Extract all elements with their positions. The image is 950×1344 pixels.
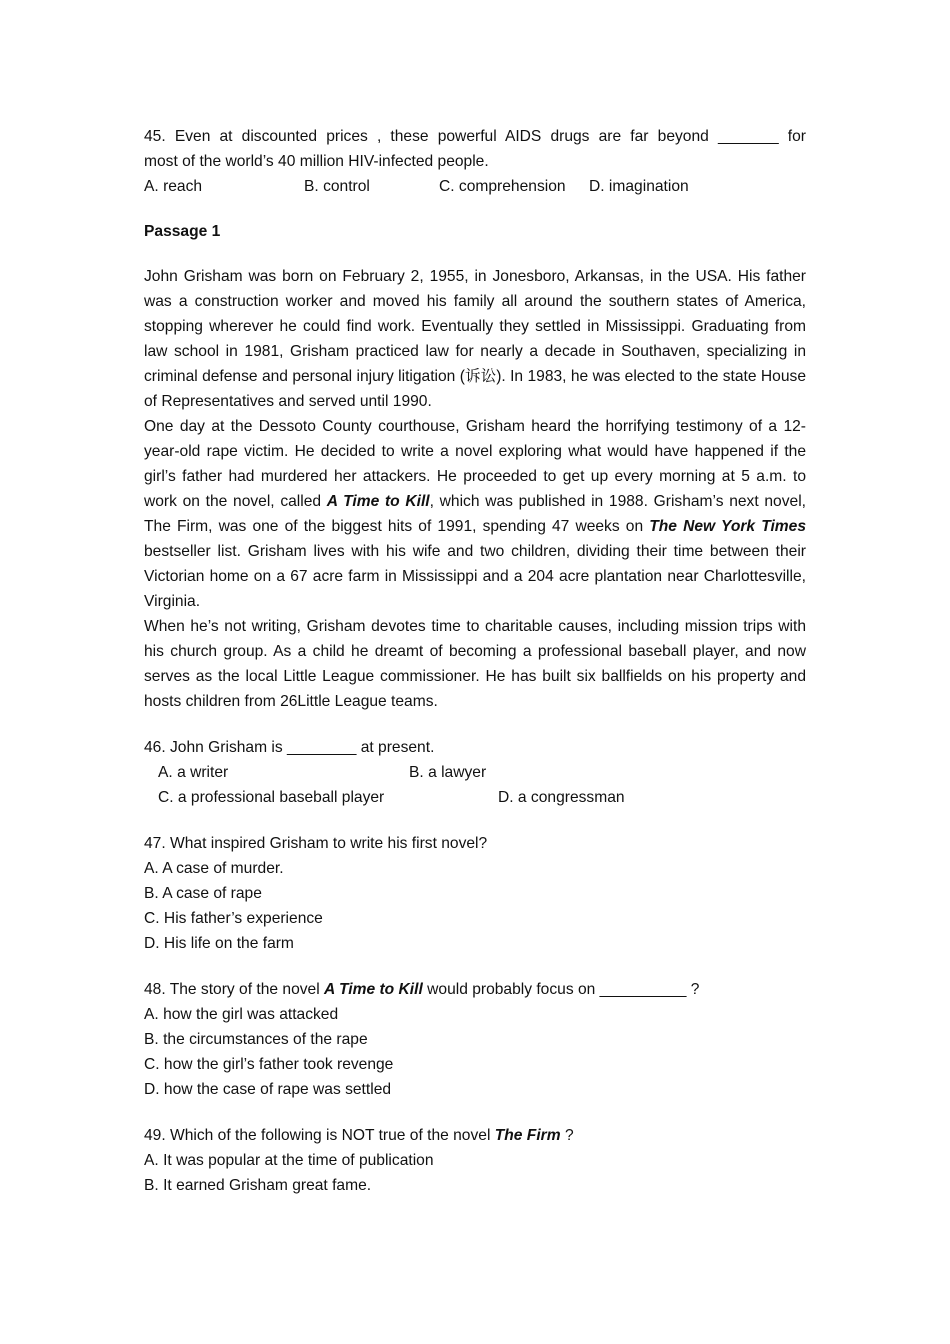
question-47-stem: 47. What inspired Grisham to write his first novel? (144, 835, 488, 852)
question-46-stem: 46. John Grisham is ________ at present. (144, 739, 435, 756)
option-a: A. It was popular at the time of publication (144, 1152, 434, 1169)
option-c: C. a professional baseball player (158, 789, 385, 806)
option-d: D. how the case of rape was settled (144, 1081, 392, 1098)
option-c: C. comprehension (439, 178, 566, 195)
question-48-stem: 48. The story of the novel A Time to Kill would probably focus on __________ ? (144, 981, 700, 998)
option-a: A. a writer (158, 764, 229, 781)
option-d: D. a congressman (498, 789, 625, 806)
passage-body (144, 264, 806, 714)
passage-title: Passage 1 (144, 223, 221, 240)
passage-paragraph-1: John Grisham was born on February 2, 1955, in Jonesboro, Arkansas, in the USA. His father was a construction worker and moved his family all around the southern states of America, stopping wherever he could find work. Eventually they settled in Mississippi. Graduating from law school in 1981, Grisham practiced law for nearly a decade in Southaven, specializing in criminal defense and personal injury litigation (诉讼). In 1983, he was elected to the state House of Representatives and served until 1990. (144, 268, 806, 410)
option-a: A. reach (144, 178, 203, 195)
question-45-stem-line1: 45. Even at discounted prices , these powerful AIDS drugs are far beyond _______ for (144, 128, 806, 145)
option-b: B. A case of rape (144, 885, 262, 902)
novel-title: A Time to Kill (324, 981, 423, 998)
question-46-options-row2 (144, 785, 806, 810)
novel-title: The Firm (494, 1127, 561, 1144)
newspaper-title: The New York Times (649, 518, 806, 535)
question-49 (144, 1123, 806, 1198)
question-45-stem-line2: most of the world’s 40 million HIV-infected people. (144, 153, 489, 170)
option-c: C. how the girl’s father took revenge (144, 1056, 394, 1073)
novel-title-a-time-to-kill: A Time to Kill (326, 493, 430, 510)
option-b: B. control (304, 178, 370, 195)
option-b: B. a lawyer (409, 764, 487, 781)
question-49-stem: 49. Which of the following is NOT true of the novel The Firm ? (144, 1127, 574, 1144)
option-d: D. imagination (589, 178, 689, 195)
passage-paragraph-2: One day at the Dessoto County courthouse, Grisham heard the horrifying testimony of a 12-year-old rape victim. He decided to write a novel exploring what would have happened if the girl’s father had murdered her attackers. He proceeded to get up every morning at 5 a.m. to work on the novel, called A Time to Kill, which was published in 1988. Grisham’s next novel, The Firm, was one of the biggest hits of 1991, spending 47 weeks on The New York Times bestseller list. Grisham lives with his wife and two children, dividing their time between their Victorian home on a 67 acre farm in Mississippi and a 204 acre plantation near Charlottesville, Virginia. (144, 418, 806, 610)
option-b: B. It earned Grisham great fame. (144, 1177, 372, 1194)
question-45 (144, 124, 806, 199)
document-page (144, 124, 806, 1198)
option-a: A. A case of murder. (144, 860, 284, 877)
option-b: B. the circumstances of the rape (144, 1031, 368, 1048)
passage-paragraph-3: When he’s not writing, Grisham devotes time to charitable causes, including mission trips with his church group. As a child he dreamt of becoming a professional baseball player, and now serves as the local Little League commissioner. He has built six ballfields on his property and hosts children from 26Little League teams. (144, 618, 806, 710)
question-45-options (144, 174, 806, 199)
question-46 (144, 735, 806, 810)
option-a: A. how the girl was attacked (144, 1006, 339, 1023)
question-46-options-row1 (144, 760, 806, 785)
option-c: C. His father’s experience (144, 910, 323, 927)
question-48 (144, 977, 806, 1102)
question-47 (144, 831, 806, 956)
option-d: D. His life on the farm (144, 935, 294, 952)
